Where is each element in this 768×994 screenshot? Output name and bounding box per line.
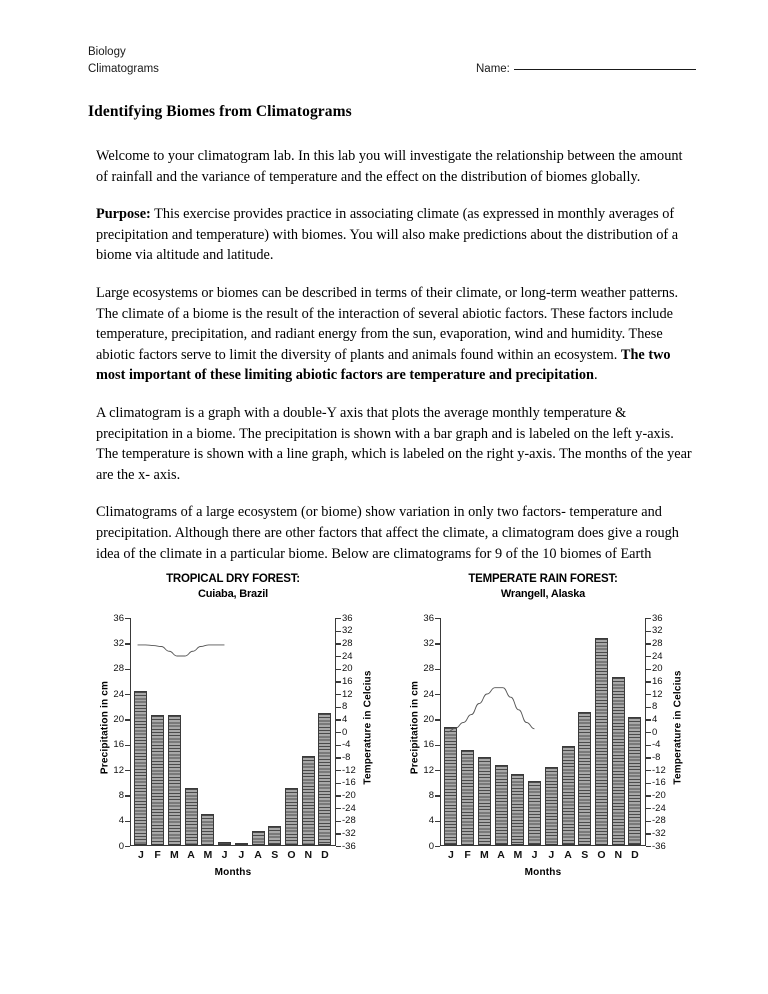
y-tick-label-right: -24 [342, 802, 356, 814]
y-tick-mark-right [336, 757, 341, 758]
y-tick-mark-right [646, 833, 651, 834]
y-tick-mark-right [646, 719, 651, 720]
y-tick-label-right: -20 [652, 789, 666, 801]
y-tick-mark-right [336, 707, 341, 708]
chart-title [398, 572, 688, 602]
y-tick-label-right: -8 [342, 751, 351, 763]
x-tick-labels [131, 849, 334, 861]
x-tick-label-6: J [238, 849, 245, 861]
plot-area [88, 612, 378, 880]
bar-o-9 [285, 788, 298, 845]
y-tick-label-left: 4 [118, 815, 124, 827]
y-tick-mark-left [435, 694, 440, 695]
body-run: This exercise provides practice in associating climate (as expressed in monthly averages of precipitation and temperature) with biomes. You will also make predictions about the distribution of a biome via altitude and latitude. [96, 206, 679, 264]
y-tick-mark-right [646, 821, 651, 822]
y-tick-mark-right [336, 770, 341, 771]
y-tick-label-right: 0 [652, 726, 658, 738]
y-tick-mark-right [336, 821, 341, 822]
chart-biome-name: TEMPERATE RAIN FOREST: [468, 573, 618, 585]
temperature-line [131, 618, 231, 846]
y-tick-label-left: 16 [113, 739, 124, 751]
y-tick-label-right: -36 [342, 840, 356, 852]
y-tick-label-left: 32 [423, 637, 434, 649]
y-tick-label-left: 0 [428, 840, 434, 852]
y-ticks-left [408, 612, 434, 852]
x-axis-line [131, 845, 334, 846]
y-tick-label-left: 8 [428, 789, 434, 801]
y-tick-label-right: 12 [652, 688, 663, 700]
y-tick-label-right: 36 [342, 612, 353, 624]
x-tick-label-9: O [287, 849, 296, 861]
y-tick-mark-left [435, 745, 440, 746]
y-tick-mark-left [435, 618, 440, 619]
temperature-line [441, 618, 541, 846]
x-tick-label-7: A [564, 849, 572, 861]
x-tick-label-5: J [531, 849, 538, 861]
paragraph-variation [96, 502, 696, 564]
temperature-path [138, 645, 225, 656]
y-tick-label-right: 0 [342, 726, 348, 738]
x-tick-label-0: J [447, 849, 454, 861]
plot-area [398, 612, 688, 880]
y-tick-label-left: 36 [423, 612, 434, 624]
y-tick-label-right: 32 [342, 625, 353, 637]
paragraph-definition [96, 403, 696, 485]
x-tick-label-11: D [321, 849, 329, 861]
y-ticks-right [652, 612, 680, 852]
y-tick-mark-right [646, 707, 651, 708]
y-tick-label-right: -28 [652, 815, 666, 827]
x-axis-label: Months [214, 867, 252, 878]
x-tick-label-5: J [221, 849, 228, 861]
y-tick-label-right: -16 [652, 777, 666, 789]
y-tick-mark-right [646, 669, 651, 670]
y-tick-mark-right [336, 745, 341, 746]
y-tick-mark-right [336, 643, 341, 644]
y-tick-mark-left [125, 821, 130, 822]
y-tick-label-right: 16 [342, 675, 353, 687]
x-tick-label-7: A [254, 849, 262, 861]
bar-d-11 [628, 717, 641, 845]
y-tick-label-right: 20 [342, 663, 353, 675]
x-tick-label-1: F [464, 849, 471, 861]
y-tick-mark-right [336, 808, 341, 809]
y-tick-mark-left [125, 846, 130, 847]
course-heading [88, 44, 159, 78]
y-tick-label-right: -28 [342, 815, 356, 827]
y-tick-mark-right [646, 681, 651, 682]
climatogram-tropical-dry-forest [88, 572, 378, 912]
y-tick-label-right: 16 [652, 675, 663, 687]
x-tick-label-10: N [614, 849, 623, 861]
y-tick-label-left: 36 [113, 612, 124, 624]
x-tick-label-2: M [479, 849, 489, 861]
bar-j-6 [545, 767, 558, 844]
y-tick-label-right: -8 [652, 751, 661, 763]
bar-n-10 [302, 756, 315, 845]
x-tick-labels [441, 849, 644, 861]
y-tick-mark-left [435, 821, 440, 822]
y-tick-label-right: 28 [342, 637, 353, 649]
body-run: . [593, 367, 598, 384]
y-tick-label-right: -4 [652, 739, 661, 751]
y-tick-label-right: 20 [652, 663, 663, 675]
y-axis-right [645, 618, 646, 846]
body-run: A climatogram is a graph with a double-Y axis that plots the average monthly temperature & precipitation in a biome. The precipitation is shown with a bar graph and is labeled on the left y-axis. The temperature is shown with a line graph, which is labeled on the right y-axis. The months of the year are the x- axis. [96, 404, 692, 483]
y-tick-mark-left [125, 669, 130, 670]
y-tick-label-left: 12 [423, 764, 434, 776]
y-tick-mark-right [336, 795, 341, 796]
name-label: Name: [476, 63, 510, 75]
y-tick-mark-left [435, 795, 440, 796]
y-tick-mark-right [646, 795, 651, 796]
y-tick-mark-left [435, 846, 440, 847]
body-run: Climatograms of a large ecosystem (or biome) show variation in only two factors- temperature and precipitation. Although there are other factors that affect the climate, a climatogram does give a rough idea of the climate in a particular biome. Below are climatograms for 9 of the 10 biomes of Earth [96, 504, 679, 562]
bar-a-7 [252, 831, 265, 845]
y-axis-label-right: Temperature in Celcius [672, 670, 684, 785]
bar-n-10 [612, 677, 625, 844]
body-run: Welcome to your climatogram lab. In this lab you will investigate the relationship between the amount of rainfall and the variance of temperature and the effect on the distribution of biomes globally. [96, 148, 683, 185]
y-axis-label-left: Precipitation in cm [99, 680, 111, 775]
y-tick-mark-left [435, 669, 440, 670]
y-tick-label-left: 12 [113, 764, 124, 776]
x-tick-label-1: F [154, 849, 161, 861]
y-tick-label-left: 16 [423, 739, 434, 751]
y-tick-mark-right [336, 681, 341, 682]
name-field[interactable] [476, 63, 696, 75]
name-blank-line[interactable] [514, 69, 696, 70]
x-tick-label-3: A [497, 849, 505, 861]
x-tick-label-8: S [271, 849, 279, 861]
y-tick-mark-left [435, 770, 440, 771]
y-tick-mark-left [125, 795, 130, 796]
y-tick-mark-right [336, 618, 341, 619]
plot-canvas [441, 618, 644, 846]
y-tick-mark-right [336, 669, 341, 670]
y-tick-mark-right [646, 846, 651, 847]
y-tick-mark-right [336, 631, 341, 632]
y-tick-mark-right [646, 745, 651, 746]
chart-title [88, 572, 378, 602]
y-tick-label-right: -20 [342, 789, 356, 801]
y-tick-label-left: 28 [113, 663, 124, 675]
y-tick-label-left: 28 [423, 663, 434, 675]
emphasis-text: The two most important of these limiting abiotic factors are temperature and precipitation [96, 346, 671, 384]
y-ticks-left [98, 612, 124, 852]
x-tick-label-11: D [631, 849, 639, 861]
y-tick-mark-left [125, 745, 130, 746]
climatogram-figures [88, 572, 688, 912]
y-tick-label-right: -12 [342, 764, 356, 776]
y-tick-label-left: 32 [113, 637, 124, 649]
y-tick-mark-right [646, 643, 651, 644]
y-tick-mark-left [125, 694, 130, 695]
y-axis-right [335, 618, 336, 846]
y-tick-label-right: 28 [652, 637, 663, 649]
y-tick-mark-right [646, 631, 651, 632]
y-tick-label-left: 0 [118, 840, 124, 852]
y-tick-mark-right [646, 808, 651, 809]
course-name: Biology [88, 46, 126, 58]
y-tick-label-right: 4 [342, 713, 348, 725]
y-tick-mark-right [336, 719, 341, 720]
y-tick-mark-left [125, 770, 130, 771]
x-axis-label: Months [524, 867, 562, 878]
y-tick-mark-left [125, 618, 130, 619]
plot-canvas [131, 618, 334, 846]
y-tick-mark-right [646, 732, 651, 733]
y-tick-mark-right [336, 732, 341, 733]
y-tick-label-right: 8 [652, 701, 658, 713]
climatogram-temperate-rain-forest [398, 572, 688, 912]
y-tick-mark-right [646, 757, 651, 758]
y-tick-mark-right [646, 656, 651, 657]
x-tick-label-4: M [203, 849, 213, 861]
y-tick-label-right: 36 [652, 612, 663, 624]
y-tick-label-right: -24 [652, 802, 666, 814]
y-tick-mark-right [336, 833, 341, 834]
y-tick-mark-right [336, 656, 341, 657]
y-tick-label-left: 24 [113, 688, 124, 700]
x-tick-label-10: N [304, 849, 313, 861]
emphasis-text: Purpose: [96, 206, 151, 223]
page-header [88, 44, 680, 84]
y-tick-mark-right [646, 783, 651, 784]
y-tick-label-left: 20 [423, 713, 434, 725]
paragraph-purpose [96, 204, 696, 266]
x-tick-label-8: S [581, 849, 589, 861]
temperature-path [448, 688, 535, 732]
y-tick-label-right: -36 [652, 840, 666, 852]
bar-a-7 [562, 746, 575, 845]
x-tick-label-4: M [513, 849, 523, 861]
y-tick-label-right: 32 [652, 625, 663, 637]
y-tick-mark-left [125, 719, 130, 720]
x-tick-label-3: A [187, 849, 195, 861]
bar-s-8 [268, 826, 281, 845]
x-tick-label-2: M [169, 849, 179, 861]
x-axis-line [441, 845, 644, 846]
y-tick-label-right: 24 [342, 650, 353, 662]
x-tick-label-6: J [548, 849, 555, 861]
y-tick-label-right: 12 [342, 688, 353, 700]
y-tick-label-right: -32 [652, 827, 666, 839]
y-tick-mark-left [125, 643, 130, 644]
chart-location: Cuiaba, Brazil [198, 588, 268, 600]
y-axis-label-right: Temperature in Celcius [362, 670, 374, 785]
body-run: Large ecosystems or biomes can be described in terms of their climate, or long-term weather patterns. The climate of a biome is the result of the interaction of several abiotic factors. These factors include temperature, precipitation, and radiant energy from the sun, evaporation, wind and humidity. These abiotic factors serve to limit the diversity of plants and animals found within an ecosystem. [96, 284, 679, 363]
bar-o-9 [595, 638, 608, 844]
y-tick-label-left: 4 [428, 815, 434, 827]
unit-name: Climatograms [88, 63, 159, 75]
y-tick-mark-right [336, 694, 341, 695]
y-tick-label-right: 8 [342, 701, 348, 713]
y-tick-label-right: 24 [652, 650, 663, 662]
y-tick-label-right: -4 [342, 739, 351, 751]
y-tick-label-right: 4 [652, 713, 658, 725]
y-ticks-right [342, 612, 370, 852]
paragraph-intro [96, 146, 696, 187]
y-tick-mark-left [435, 719, 440, 720]
y-tick-label-left: 20 [113, 713, 124, 725]
y-tick-mark-right [646, 694, 651, 695]
y-tick-mark-left [435, 643, 440, 644]
body-text [96, 146, 696, 564]
paragraph-abiotic-factors [96, 283, 696, 386]
y-tick-label-right: -16 [342, 777, 356, 789]
bar-s-8 [578, 712, 591, 845]
x-tick-label-0: J [137, 849, 144, 861]
y-tick-mark-right [646, 618, 651, 619]
y-tick-label-left: 24 [423, 688, 434, 700]
y-tick-mark-right [336, 846, 341, 847]
chart-location: Wrangell, Alaska [500, 588, 586, 600]
y-tick-label-left: 8 [118, 789, 124, 801]
y-axis-label-left: Precipitation in cm [409, 680, 421, 775]
x-tick-label-9: O [597, 849, 606, 861]
bar-d-11 [318, 713, 331, 845]
chart-biome-name: TROPICAL DRY FOREST: [166, 573, 300, 585]
y-tick-label-right: -12 [652, 764, 666, 776]
y-tick-mark-right [336, 783, 341, 784]
y-tick-label-right: -32 [342, 827, 356, 839]
y-tick-mark-right [646, 770, 651, 771]
page-title: Identifying Biomes from Climatograms [88, 103, 352, 120]
